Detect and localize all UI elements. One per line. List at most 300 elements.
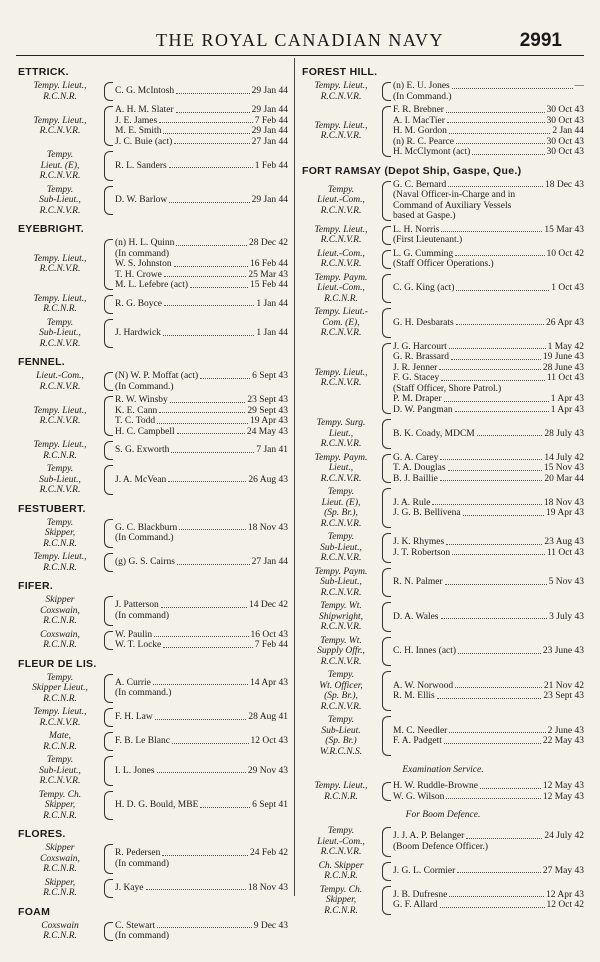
dot-leader xyxy=(452,548,545,556)
rank-line: R.C.N.V.R. xyxy=(320,656,362,667)
brace-bracket xyxy=(104,553,113,572)
rank-line: Tempy. Wt. xyxy=(320,635,362,646)
officer-name: W. S. Johnston xyxy=(115,259,172,269)
officer-entry xyxy=(393,211,584,222)
rank-line: R.C.N.V.R. xyxy=(320,91,362,102)
seniority-date: 15 Mar 43 xyxy=(544,224,584,235)
officer-entry xyxy=(115,259,288,270)
officer-name: D. A. Wales xyxy=(393,611,439,622)
officer-entry xyxy=(115,475,288,486)
dot-leader xyxy=(200,371,250,379)
dot-leader xyxy=(445,577,547,585)
rank-label xyxy=(302,121,380,142)
dot-leader xyxy=(190,280,248,288)
dot-leader xyxy=(480,781,541,789)
officer-list xyxy=(393,866,584,877)
dot-leader xyxy=(449,890,544,898)
rank-group xyxy=(18,707,288,728)
rank-line: R.C.N.R. xyxy=(43,91,77,102)
brace-bracket xyxy=(382,886,391,916)
page-title: THE ROYAL CANADIAN NAVY xyxy=(156,30,444,50)
dot-leader xyxy=(157,416,248,424)
seniority-date: 19 June 43 xyxy=(542,352,584,362)
officer-list xyxy=(115,848,288,869)
seniority-date: 23 Aug 43 xyxy=(544,537,584,548)
brace-bracket xyxy=(104,295,113,314)
officer-name: (N) W. P. Moffat (act) xyxy=(115,371,199,381)
officer-name: A. I. MacTier xyxy=(393,115,445,126)
officer-entry xyxy=(393,342,584,353)
officer-entry xyxy=(393,429,584,440)
seniority-date: 1 Oct 43 xyxy=(551,283,584,293)
officer-name: J. C. Buie (act) xyxy=(115,136,173,147)
officer-entry xyxy=(115,328,288,339)
seniority-date: 29 Jan 44 xyxy=(251,86,288,97)
seniority-date: — xyxy=(574,81,584,91)
rank-label xyxy=(302,532,380,564)
seniority-date: 29 Nov 43 xyxy=(247,765,288,776)
rank-line: R.C.N.R. xyxy=(43,538,77,549)
officer-entry xyxy=(393,373,584,384)
ship-section xyxy=(18,658,288,822)
rank-line: (Sp. Br.), xyxy=(324,508,358,518)
seniority-date: 28 Aug 41 xyxy=(248,712,288,723)
rank-line: R.C.N.V.R. xyxy=(320,473,362,484)
officer-name: H. W. Ruddle-Browne xyxy=(393,781,478,791)
rank-line: Skipper, xyxy=(325,895,357,905)
dot-leader xyxy=(432,498,541,506)
rank-line: R.C.N.V.R. xyxy=(320,587,362,598)
officer-entry xyxy=(393,508,584,519)
officer-entry xyxy=(393,384,584,395)
rank-line: Sub-Lieut., xyxy=(39,765,81,776)
section-subheading: Examination Service. xyxy=(402,765,484,775)
officer-entry xyxy=(393,548,584,559)
dot-leader xyxy=(441,612,548,620)
officer-name: R. N. Palmer xyxy=(393,577,443,587)
officer-list xyxy=(115,299,288,310)
officer-entry xyxy=(393,137,584,148)
officer-name: K. E. Cann xyxy=(115,405,158,416)
brace-bracket xyxy=(382,862,391,881)
officer-list xyxy=(393,781,584,802)
rank-label xyxy=(302,636,380,668)
officer-entry xyxy=(115,105,288,116)
dot-leader xyxy=(503,384,582,392)
rank-group xyxy=(302,105,584,158)
officer-list xyxy=(115,678,288,699)
rank-line: Tempy. Lieut., xyxy=(33,293,87,304)
dot-leader xyxy=(179,523,246,531)
officer-entry xyxy=(393,831,584,842)
officer-entry xyxy=(393,463,584,474)
rank-label xyxy=(302,453,380,485)
rank-line: Skipper xyxy=(45,843,75,853)
rank-line: Coxswain, xyxy=(40,629,80,640)
officer-entry xyxy=(393,352,584,363)
brace-bracket xyxy=(382,488,391,528)
seniority-date: 18 Nov 43 xyxy=(247,882,288,893)
ship-name: ETTRICK. xyxy=(18,66,69,78)
officer-entry xyxy=(115,270,288,281)
brace-bracket xyxy=(104,922,113,941)
rank-line: Com. (E), xyxy=(322,317,360,328)
seniority-date: 30 Oct 43 xyxy=(546,105,584,115)
officer-name: (n) R. C. Pearce xyxy=(393,136,454,147)
seniority-date: 5 Nov 43 xyxy=(548,577,584,587)
rank-line: Tempy. Lieut., xyxy=(33,707,87,717)
dot-leader xyxy=(449,126,550,134)
rank-line: R.C.N.V.R. xyxy=(39,126,81,136)
rank-line: Tempy. Lieut., xyxy=(314,120,368,131)
officer-name: (Staff Officer, Shore Patrol.) xyxy=(393,383,502,394)
ship-name: FIFER. xyxy=(18,580,54,592)
rank-line: Tempy. xyxy=(46,464,74,474)
brace-bracket xyxy=(382,308,391,338)
rank-line: Skipper, xyxy=(44,877,76,888)
officer-entry xyxy=(115,137,288,148)
officer-name: (In Command.) xyxy=(393,91,452,102)
rank-line: Ch. Skipper xyxy=(318,860,364,871)
rank-line: Tempy. xyxy=(327,670,355,680)
officer-entry xyxy=(393,116,584,127)
seniority-date: 12 May 43 xyxy=(542,781,584,791)
rank-label xyxy=(18,843,102,875)
rank-group xyxy=(18,630,288,651)
dot-leader xyxy=(451,352,541,360)
rank-line: R.C.N.V.R. xyxy=(39,717,81,728)
officer-entry xyxy=(115,600,288,611)
rank-group xyxy=(18,755,288,787)
seniority-date: 21 Nov 42 xyxy=(543,680,584,691)
officer-entry xyxy=(393,866,584,877)
rank-group xyxy=(18,731,288,752)
seniority-date: 28 Dec 42 xyxy=(248,238,288,248)
rank-label xyxy=(18,630,102,651)
rank-line: R.C.N.V.R. xyxy=(320,701,362,712)
officer-entry xyxy=(115,611,288,622)
seniority-date: 19 Apr 43 xyxy=(250,416,288,426)
seniority-date: 14 Dec 42 xyxy=(248,600,288,611)
seniority-date: 29 Jan 44 xyxy=(251,126,288,136)
officer-name: P. M. Draper xyxy=(393,394,442,404)
brace-bracket xyxy=(104,186,113,216)
dot-leader xyxy=(164,270,247,278)
officer-entry xyxy=(115,533,288,544)
rank-line: Sub-Lieut., xyxy=(39,474,81,485)
rank-line: Tempy. xyxy=(327,532,355,542)
rank-line: W.R.C.N.S. xyxy=(319,746,363,757)
rank-line: Wt. Officer, xyxy=(319,680,363,691)
rank-line: Coxswain xyxy=(41,920,79,931)
officer-entry xyxy=(115,766,288,777)
rank-line: R.C.N.V.R. xyxy=(39,205,81,216)
rank-line: Sub-Lieut., xyxy=(39,328,81,338)
officer-entry xyxy=(115,427,288,438)
rank-group xyxy=(302,670,584,712)
ship-section xyxy=(18,503,288,574)
dot-leader xyxy=(161,600,247,608)
rank-line: R.C.N.V.R. xyxy=(320,518,362,529)
dot-leader xyxy=(159,116,253,124)
officer-entry xyxy=(115,800,288,811)
rank-line: Tempy. xyxy=(46,150,74,160)
dot-leader xyxy=(454,92,582,100)
officer-entry xyxy=(393,646,584,657)
officer-name: G. R. Brassard xyxy=(393,352,449,362)
dot-leader xyxy=(456,283,549,291)
rank-line: Tempy. xyxy=(327,715,355,725)
brace-bracket xyxy=(104,82,113,101)
rank-line: Tempy. Lieut.- xyxy=(314,307,368,317)
officer-name: L. H. Norris xyxy=(393,224,440,235)
officer-name: Command of Auxiliary Vessels xyxy=(393,200,512,211)
dot-leader xyxy=(169,195,249,203)
officer-list xyxy=(393,537,584,558)
officer-name: J. G. L. Cormier xyxy=(393,865,456,876)
rank-line: Lieut.-Com., xyxy=(317,195,365,206)
officer-entry xyxy=(393,105,584,116)
officer-name: F. B. Le Blanc xyxy=(115,736,170,747)
rank-group xyxy=(18,238,288,291)
officer-name: T. A. Douglas xyxy=(393,463,446,473)
rank-label xyxy=(302,885,380,917)
dot-leader xyxy=(490,842,582,850)
brace-bracket xyxy=(104,519,113,549)
officer-entry xyxy=(115,445,288,456)
rank-label xyxy=(302,861,380,882)
seniority-date: 28 July 43 xyxy=(544,428,584,439)
rank-line: R.C.N.V.R. xyxy=(320,439,362,449)
brace-bracket xyxy=(382,250,391,269)
rank-group xyxy=(302,715,584,757)
rank-group xyxy=(18,552,288,573)
seniority-date: 19 Apr 43 xyxy=(546,508,584,518)
brace-bracket xyxy=(104,756,113,786)
rank-line: R.C.N.V.R. xyxy=(39,264,81,275)
brace-bracket xyxy=(382,533,391,563)
brace-bracket xyxy=(104,151,113,181)
rank-label xyxy=(302,418,380,450)
rank-group xyxy=(18,395,288,437)
officer-name: J. R. Jenner xyxy=(393,362,438,373)
seniority-date: 6 Sept 41 xyxy=(252,800,288,810)
ship-section xyxy=(302,66,584,158)
officer-entry xyxy=(393,577,584,588)
officer-entry xyxy=(115,557,288,568)
officer-entry xyxy=(115,161,288,172)
brace-bracket xyxy=(382,106,391,157)
rank-group xyxy=(18,843,288,875)
rank-line: R.C.N.R. xyxy=(43,450,77,461)
officer-name: R. G. Boyce xyxy=(115,298,162,309)
officer-list xyxy=(393,498,584,519)
seniority-date: 18 Nov 43 xyxy=(247,522,288,533)
left-column xyxy=(18,62,288,945)
officer-name: H. D. G. Bould, MBE xyxy=(115,800,199,810)
officer-entry xyxy=(393,405,584,416)
rank-line: Skipper Lieut., xyxy=(32,683,88,693)
officer-list xyxy=(115,630,288,651)
officer-list xyxy=(115,883,288,894)
rank-line: R.C.N.V.R. xyxy=(39,416,81,426)
seniority-date: 1 Apr 43 xyxy=(550,394,584,404)
officer-list xyxy=(115,328,288,339)
dot-leader xyxy=(155,712,247,720)
officer-entry xyxy=(393,612,584,623)
officer-entry xyxy=(393,900,584,911)
officer-entry xyxy=(393,225,584,236)
rank-label xyxy=(302,601,380,633)
dot-leader xyxy=(157,766,246,774)
officer-name: I. L. Jones xyxy=(115,765,155,776)
dot-leader xyxy=(437,691,542,699)
seniority-date: 3 July 43 xyxy=(549,611,584,622)
rank-group xyxy=(302,453,584,485)
rank-label xyxy=(302,715,380,757)
seniority-date: 12 Oct 42 xyxy=(546,900,584,911)
brace-bracket xyxy=(104,106,113,146)
rank-line: Tempy. Ch. xyxy=(38,789,82,800)
dot-leader xyxy=(456,137,545,145)
seniority-date: 1 May 42 xyxy=(547,341,584,352)
seniority-date: 1 Apr 43 xyxy=(550,404,584,415)
dot-leader xyxy=(171,859,286,867)
officer-name: (In command) xyxy=(115,610,170,621)
dot-leader xyxy=(164,299,254,307)
rank-line: Tempy. Lieut., xyxy=(314,781,368,791)
officer-name: (In command) xyxy=(115,858,170,869)
seniority-date: 7 Feb 44 xyxy=(254,115,288,126)
officer-list xyxy=(115,195,288,206)
officer-name: T. H. Crowe xyxy=(115,269,162,280)
officer-entry xyxy=(393,201,584,212)
dot-leader xyxy=(176,105,250,113)
brace-bracket xyxy=(382,82,391,101)
seniority-date: 14 July 42 xyxy=(544,452,584,463)
officer-name: (Naval Officer-in-Charge and in xyxy=(393,190,516,200)
officer-list xyxy=(393,646,584,657)
seniority-date: 28 June 43 xyxy=(542,362,584,373)
rank-label xyxy=(302,487,380,529)
rank-line: Tempy. xyxy=(46,672,74,683)
rank-line: R.C.N.V.R. xyxy=(320,259,362,269)
brace-bracket xyxy=(104,844,113,874)
rank-line: R.C.N.R. xyxy=(324,871,358,881)
officer-entry xyxy=(393,890,584,901)
rank-group xyxy=(18,150,288,182)
officer-name: T. C. Todd xyxy=(115,416,156,426)
rank-label xyxy=(302,249,380,270)
dot-leader xyxy=(446,792,540,800)
rank-line: Tempy. Ch. xyxy=(319,884,363,895)
officer-entry xyxy=(393,691,584,702)
officer-entry xyxy=(115,931,288,942)
rank-label xyxy=(18,731,102,752)
officer-list xyxy=(115,475,288,486)
brace-bracket xyxy=(382,716,391,756)
rank-line: R.C.N.V.R. xyxy=(320,847,362,857)
ship-section xyxy=(18,223,288,349)
brace-bracket xyxy=(104,596,113,626)
rank-label xyxy=(18,518,102,550)
seniority-date: 7 Jan 41 xyxy=(256,445,288,456)
rank-label xyxy=(18,707,102,728)
rank-group xyxy=(302,418,584,450)
dot-leader xyxy=(174,259,248,267)
rank-line: Mate, xyxy=(49,731,71,741)
rank-line: R.C.N.V.R. xyxy=(39,485,81,495)
rank-label xyxy=(18,878,102,899)
dot-leader xyxy=(513,201,582,209)
officer-list xyxy=(115,371,288,392)
officer-name: (In command.) xyxy=(115,688,172,699)
rank-label xyxy=(18,595,102,627)
officer-name: J. A. McVean xyxy=(115,474,167,485)
rank-line: R.C.N.R. xyxy=(43,562,77,573)
officer-name: J. G. B. Bellivena xyxy=(393,508,461,518)
rank-label xyxy=(18,552,102,573)
dot-leader xyxy=(446,537,542,545)
seniority-date: 26 Apr 43 xyxy=(546,317,584,328)
rank-label xyxy=(18,921,102,942)
rank-line: Sub-Lieut., xyxy=(320,577,362,587)
officer-list xyxy=(115,395,288,437)
officer-name: J. E. James xyxy=(115,115,158,126)
dot-leader xyxy=(168,475,246,483)
rank-line: R.C.N.R. xyxy=(43,693,77,704)
officer-entry xyxy=(393,537,584,548)
dot-leader xyxy=(173,688,286,696)
rank-group xyxy=(18,440,288,461)
brace-bracket xyxy=(104,879,113,898)
rank-group xyxy=(302,273,584,305)
dot-leader xyxy=(458,211,582,219)
rank-group xyxy=(302,861,584,882)
officer-entry xyxy=(393,498,584,509)
dot-leader xyxy=(463,508,544,516)
rank-line: Tempy. xyxy=(327,487,355,497)
rank-group xyxy=(18,790,288,822)
officer-list xyxy=(393,577,584,588)
dot-leader xyxy=(464,235,582,243)
seniority-date: 26 Aug 43 xyxy=(248,474,288,485)
rank-group xyxy=(302,487,584,529)
rank-line: R.C.N.V.R. xyxy=(320,205,362,216)
seniority-date: 23 Sept 43 xyxy=(543,691,584,701)
rank-line: Tempy. Lieut., xyxy=(33,81,87,91)
rank-label xyxy=(302,81,380,102)
rank-line: Skipper, xyxy=(44,800,76,810)
officer-name: A. Currie xyxy=(115,677,151,688)
rank-line: R.C.N.R. xyxy=(43,616,77,626)
officer-name: H. M. Gordon xyxy=(393,126,447,136)
dot-leader xyxy=(449,726,545,734)
officer-name: L. G. Cumming xyxy=(393,248,454,259)
brace-bracket xyxy=(382,181,391,221)
dot-leader xyxy=(154,630,248,638)
rank-line: R.C.N.R. xyxy=(43,741,77,752)
rank-line: Tempy. xyxy=(327,826,355,836)
dot-leader xyxy=(176,533,286,541)
officer-name: F. H. Law xyxy=(115,712,153,723)
officer-entry xyxy=(115,688,288,699)
ship-name: EYEBRIGHT. xyxy=(18,223,85,235)
rank-group xyxy=(302,307,584,339)
officer-entry xyxy=(115,249,288,260)
officer-name: R. W. Winsby xyxy=(115,395,168,405)
officer-entry xyxy=(115,678,288,689)
